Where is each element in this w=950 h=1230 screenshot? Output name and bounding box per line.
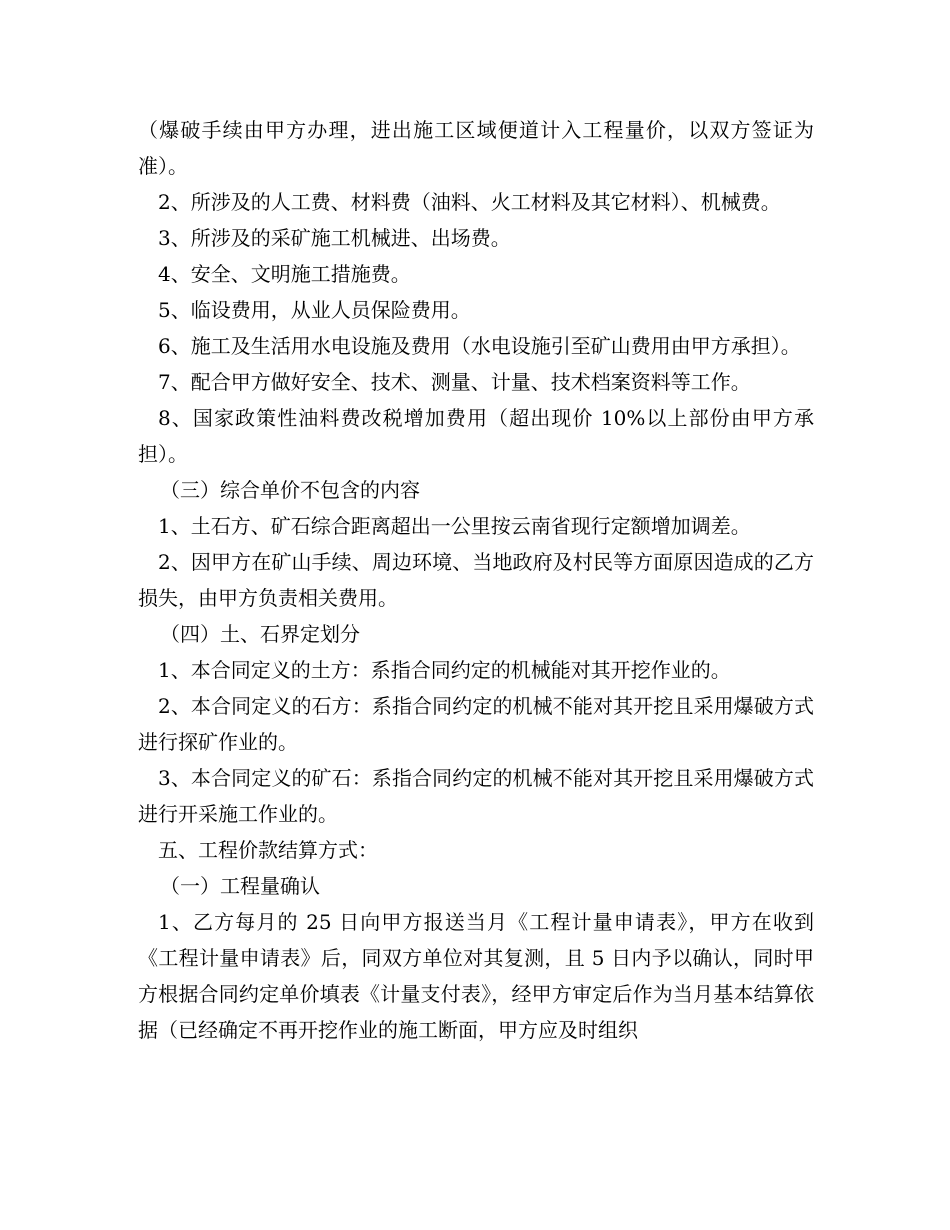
section-heading-settlement: 五、工程价款结算方式： — [158, 838, 378, 862]
section-heading-quantity: （一）工程量确认 — [160, 874, 320, 898]
paragraph-item-5-temporary: 5、临设费用，从业人员保险费用。 — [158, 298, 471, 322]
document-page — [138, 112, 814, 1048]
paragraph-item-3-machinery: 3、所涉及的采矿施工机械进、出场费。 — [158, 226, 511, 250]
section-heading-classification: （四）土、石界定划分 — [160, 622, 360, 646]
paragraph-excluded-2: 2、因甲方在矿山手续、周边环境、当地政府及村民等方面原因造成的乙方损失，由甲方负责相关费用。 — [138, 550, 814, 610]
paragraph-item-2-costs: 2、所涉及的人工费、材料费（油料、火工材料及其它材料）、机械费。 — [158, 190, 781, 214]
paragraph-definition-earth: 1、本合同定义的土方：系指合同约定的机械能对其开挖作业的。 — [158, 658, 731, 682]
paragraph-item-4-safety: 4、安全、文明施工措施费。 — [158, 262, 411, 286]
paragraph-blasting-procedures: （爆破手续由甲方办理，进出施工区域便道计入工程量价，以双方签证为准）。 — [138, 118, 814, 178]
paragraph-item-7-cooperation: 7、配合甲方做好安全、技术、测量、计量、技术档案资料等工作。 — [158, 370, 751, 394]
paragraph-item-6-utilities: 6、施工及生活用水电设施及费用（水电设施引至矿山费用由甲方承担）。 — [158, 334, 801, 358]
section-heading-excluded: （三）综合单价不包含的内容 — [160, 478, 420, 502]
paragraph-definition-ore: 3、本合同定义的矿石：系指合同约定的机械不能对其开挖且采用爆破方式进行开采施工作业的。 — [138, 766, 814, 826]
paragraph-quantity-1: 1、乙方每月的 25 日向甲方报送当月《工程计量申请表》，甲方在收到《工程计量申请表》后，同双方单位对其复测，且 5 日内予以确认，同时甲方根据合同约定单价填表《计量支付表》，经甲方审定后作为当月基本结算依据（已经确定不再开挖作业的施工断面，甲方应及时组织 — [138, 910, 814, 1042]
paragraph-item-8-fuel-tax: 8、国家政策性油料费改税增加费用（超出现价 10%以上部份由甲方承担）。 — [138, 406, 814, 466]
paragraph-excluded-1: 1、土石方、矿石综合距离超出一公里按云南省现行定额增加调差。 — [158, 514, 751, 538]
paragraph-definition-rock: 2、本合同定义的石方：系指合同约定的机械不能对其开挖且采用爆破方式进行探矿作业的。 — [138, 694, 814, 754]
